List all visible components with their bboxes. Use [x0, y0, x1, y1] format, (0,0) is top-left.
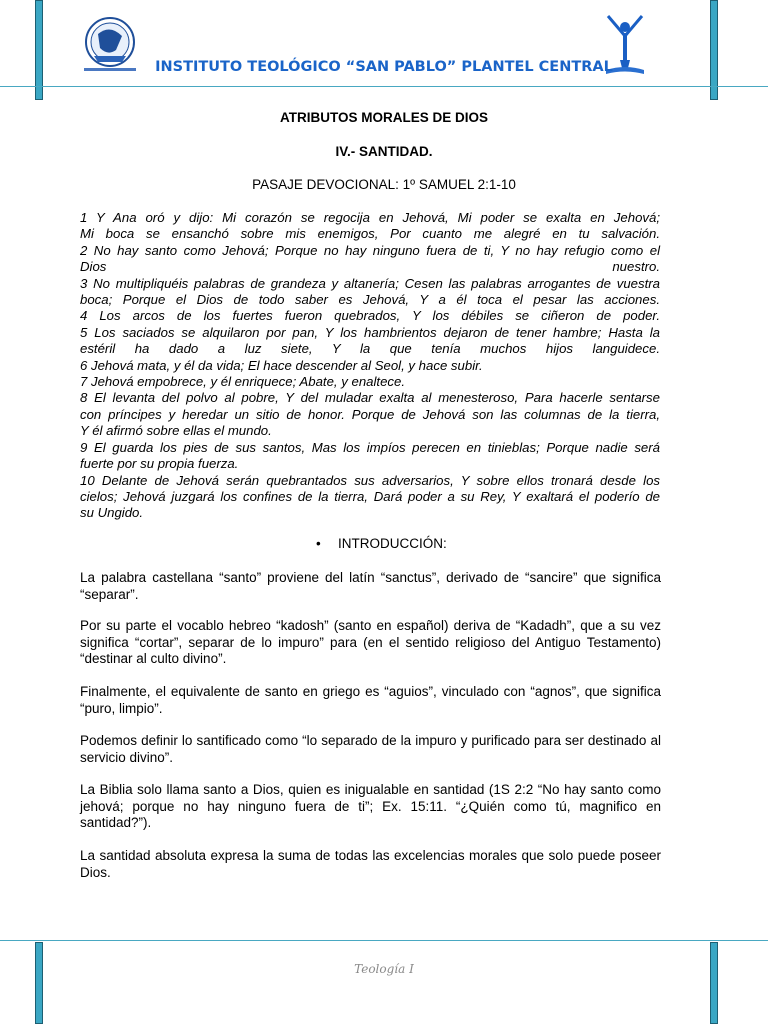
- passage-line: 7 Jehová empobrece, y él enriquece; Abate, y enaltece.: [80, 374, 406, 390]
- paragraph: La Biblia solo llama santo a Dios, quien es inigualable en santidad (1S 2:2 “No hay santo como jehová; porque no hay ninguno fuera de ti”; Ex. 15:11. “¿Quién como tú, magnifico en santidad?”).: [80, 782, 661, 830]
- section-heading: IV.- SANTIDAD.: [335, 144, 433, 159]
- passage-line: 1 Y Ana oró y dijo: Mi corazón se regocija en Jehová, Mi poder se exalta en Jehová;: [80, 210, 660, 225]
- passage-line: su Ungido.: [80, 505, 144, 521]
- passage-line: Dios nuestro.: [80, 259, 660, 275]
- passage-line: con príncipes y heredar un sitio de honor. Porque de Jehová son las columnas de la tierra,: [80, 406, 660, 422]
- intro-heading-text: INTRODUCCIÓN:: [338, 536, 447, 551]
- footer-right-bar: [710, 942, 718, 1024]
- paragraph: Por su parte el vocablo hebreo “kadosh” (santo en español) deriva de “Kadadh”, que a su vez significa “cortar”, separar de lo impuro” para (en el sentido religioso del Antiguo Testamento) “destinar al culto divino”.: [80, 618, 661, 666]
- passage-line: 5 Los saciados se alquilaron por pan, Y los hambrientos dejaron de tener hambre; Hasta la: [80, 324, 660, 340]
- paragraph: La palabra castellana “santo” proviene del latín “sanctus”, derivado de “sancire” que significa “separar”.: [80, 570, 661, 602]
- passage-line: boca; Porque el Dios de todo saber es Jehová, Y a él toca el pesar las acciones.: [80, 292, 660, 308]
- header-right-bar: [710, 0, 718, 100]
- passage-heading: PASAJE DEVOCIONAL: 1º SAMUEL 2:1-10: [252, 177, 516, 192]
- passage-line: 8 El levanta del polvo al pobre, Y del muladar exalta al menesteroso, Para hacerle sentarse: [80, 390, 660, 406]
- footer-text: Teología I: [354, 962, 414, 976]
- passage-line: 10 Delante de Jehová serán quebrantados sus adversarios, Y sobre ellos tronará desde los: [80, 472, 660, 488]
- passage-line: 9 El guarda los pies de sus santos, Mas los impíos perecen en tinieblas; Porque nadie será: [80, 439, 660, 455]
- footer-left-bar: [35, 942, 43, 1024]
- passage-line: cielos; Jehová juzgará los confines de la tierra, Dará poder a su Rey, Y exaltará el poderío de: [80, 488, 660, 504]
- intro-heading: [316, 536, 447, 551]
- passage-line: estéril ha dado a luz siete, Y la que tenía muchos hijos languidece.: [80, 341, 660, 357]
- passage-line: 2 No hay santo como Jehová; Porque no hay ninguno fuera de ti, Y no hay refugio como el: [80, 242, 660, 258]
- bullet-icon: •: [316, 536, 321, 551]
- document-title: ATRIBUTOS MORALES DE DIOS: [279, 110, 488, 125]
- passage-line: 6 Jehová mata, y él da vida; El hace descender al Seol, y hace subir.: [80, 357, 483, 373]
- header-divider: [0, 86, 768, 87]
- paragraph: La santidad absoluta expresa la suma de todas las excelencias morales que solo puede poseer Dios.: [80, 848, 661, 880]
- passage-line: 3 No multipliquéis palabras de grandeza y altanería; Cesen las palabras arrogantes de vuestra: [80, 275, 660, 291]
- passage-line: fuerte por su propia fuerza.: [80, 456, 239, 472]
- header-left-bar: [35, 0, 43, 100]
- passage-line: Mi boca se ensanchó sobre mis enemigos, Por cuanto me alegré en tu salvación.: [80, 226, 660, 242]
- devotional-passage: [80, 210, 660, 522]
- passage-line: 4 Los arcos de los fuertes fueron quebrados, Y los débiles se ciñeron de poder.: [80, 308, 660, 324]
- footer-divider: [0, 940, 768, 941]
- paragraph: Podemos definir lo santificado como “lo separado de la impuro y purificado para ser destinado al servicio divino”.: [80, 733, 661, 765]
- paragraph: Finalmente, el equivalente de santo en griego es “aguios”, vinculado con “agnos”, que significa “puro, limpio”.: [80, 684, 661, 716]
- passage-line: Y él afirmó sobre ellas el mundo.: [80, 423, 272, 439]
- institute-title: INSTITUTO TEOLÓGICO “SAN PABLO” PLANTEL CENTRAL: [155, 59, 613, 75]
